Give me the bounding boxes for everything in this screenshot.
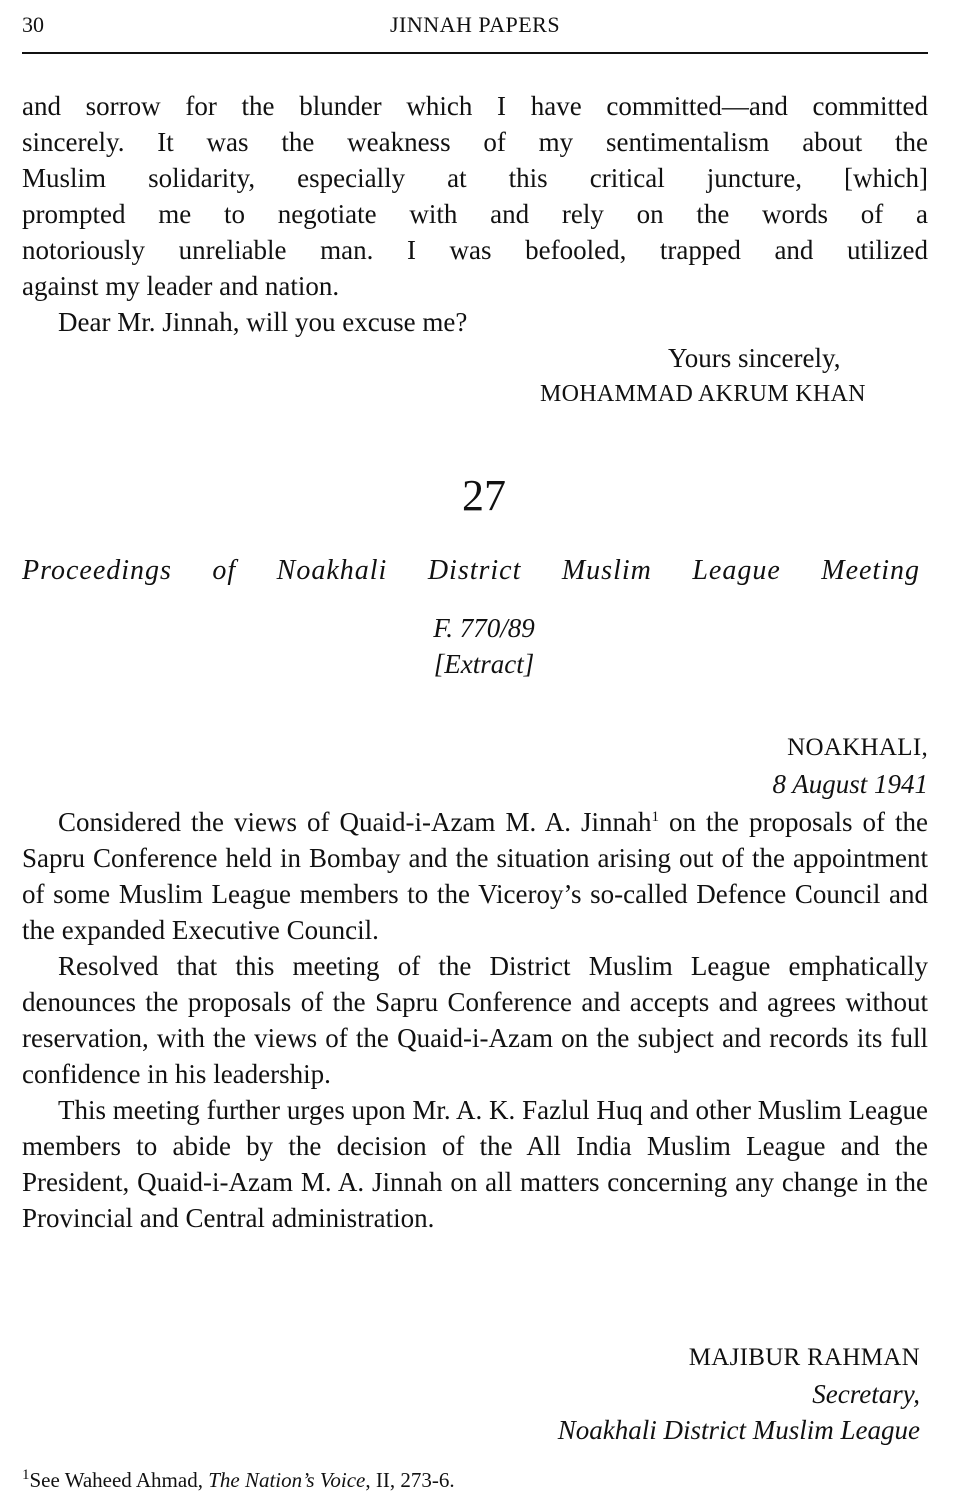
footnote-text: See Waheed Ahmad,: [29, 1468, 209, 1492]
place: NOAKHALI,: [787, 734, 928, 761]
extract-label: [Extract]: [433, 649, 535, 679]
signatory-name: MAJIBUR RAHMAN: [688, 1344, 920, 1371]
letter-signature: [0, 340, 968, 412]
signatory-organization: Noakhali District Muslim League: [557, 1415, 920, 1445]
text-line: against my leader and nation.: [22, 271, 340, 301]
text-line: and sorrow for the blunder which I have committed—and committed: [22, 91, 928, 121]
footnote-reference: 1: [651, 809, 659, 825]
document-title: Proceedings of Noakhali District Muslim League Meeting: [22, 555, 920, 586]
footnote-marker: 1: [22, 1467, 30, 1483]
valediction: Yours sincerely,: [668, 343, 841, 373]
paragraph-resolved: Resolved that this meeting of the District Muslim League emphatically denounces the proposals of the Sapru Conference and accepts and agrees without reservation, with the views of the Quaid-i-Azam on the subject and records its full confidence in his leadership.: [22, 951, 928, 1089]
footnote-text: , II, 273-6.: [365, 1468, 455, 1492]
signatory-title: Secretary,: [812, 1379, 920, 1409]
document-signature: [22, 1340, 920, 1448]
running-title: JINNAH PAPERS: [389, 12, 561, 37]
file-reference-block: [0, 610, 968, 682]
proceedings-body: [22, 804, 928, 1236]
page-number: 30: [22, 12, 44, 37]
signatory: MOHAMMAD AKRUM KHAN: [540, 381, 866, 407]
text-line: prompted me to negotiate with and rely on the words of a: [22, 199, 928, 229]
paragraph-further-urges: This meeting further urges upon Mr. A. K. Fazlul Huq and other Muslim League members to abide by the decision of the All India Muslim League and the President, Quaid-i-Azam M. A. Jinnah on all matters concerning any change in the Provincial and Central administration.: [22, 1095, 928, 1233]
footnote-book-title: The Nation’s Voice: [208, 1468, 366, 1492]
file-reference: F. 770/89: [433, 613, 535, 643]
text-line: notoriously unreliable man. I was befooled, trapped and utilized: [22, 235, 928, 265]
closing-question: Dear Mr. Jinnah, will you excuse me?: [58, 307, 468, 337]
paragraph-text: Considered the views of Quaid-i-Azam M. A. Jinnah: [58, 807, 652, 837]
page-header: [22, 8, 928, 48]
footnote: [22, 1468, 455, 1493]
text-line: sincerely. It was the weakness of my sentimentalism about the: [22, 127, 928, 157]
letter-continuation: [22, 88, 928, 340]
paragraph-considered: [22, 804, 928, 948]
header-rule: [22, 52, 928, 54]
date: 8 August 1941: [772, 769, 928, 799]
paragraph-text: on the proposals of the Sapru Conference held in Bombay and the situation arising out of the appointment of some Muslim League members to the Viceroy’s so-called Defence Council and the expanded Executive Council.: [22, 807, 929, 945]
text-line: Muslim solidarity, especially at this critical juncture, [which]: [22, 163, 928, 193]
place-date: [22, 730, 928, 802]
document-number: 27: [462, 471, 506, 520]
